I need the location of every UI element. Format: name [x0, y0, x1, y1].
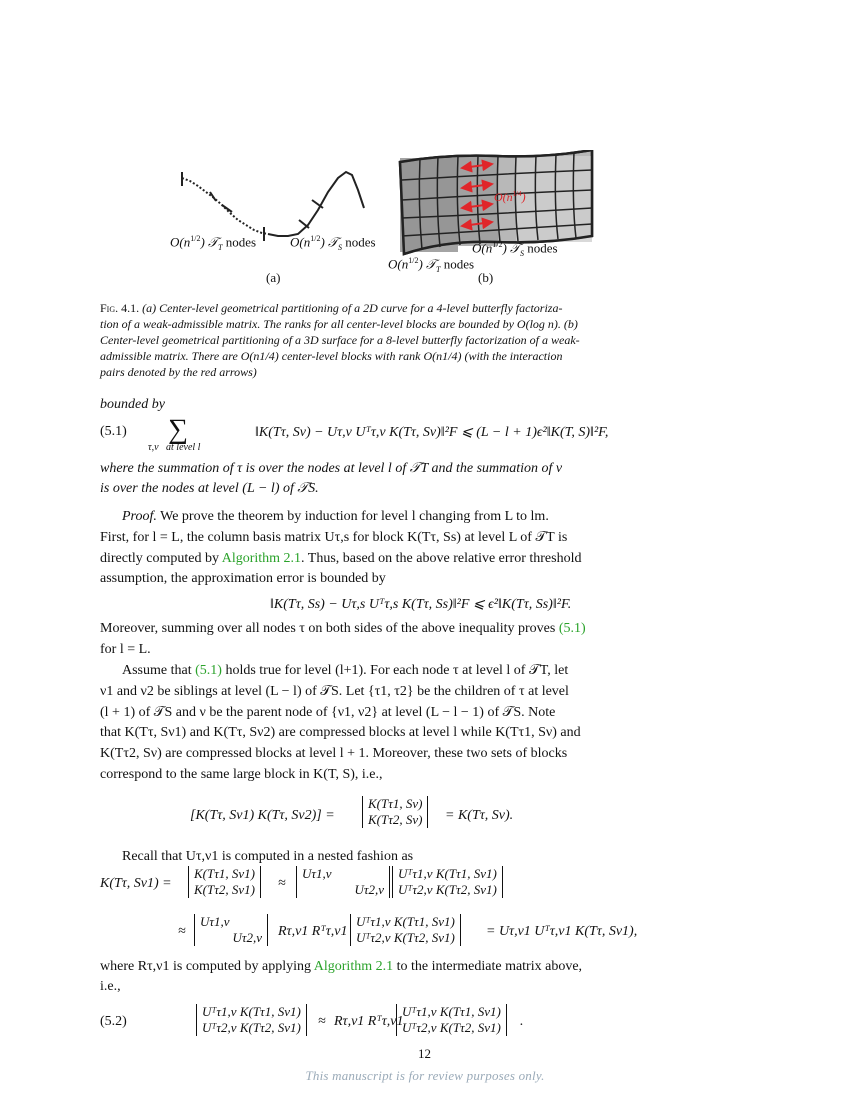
proof-line-4: assumption, the approximation error is bounded by — [100, 571, 386, 586]
eq-5-2-r: Rτ,ν1 Rᵀτ,ν1 — [334, 1014, 404, 1029]
eq-5-2-rhs: Uᵀτ1,ν K(Tτ1, Sν1) Uᵀτ2,ν K(Tτ2, Sν1) — [396, 1004, 507, 1036]
eq-5-2-lhs: Uᵀτ1,ν K(Tτ1, Sν1) Uᵀτ2,ν K(Tτ2, Sν1) — [196, 1004, 307, 1036]
where-line-2: is over the nodes at level (L − l) of 𝒯S. — [100, 481, 319, 496]
panel-a-left-label: $O(n^{1/2})$ 𝒯$_T$ nodes — [170, 234, 257, 252]
assume-line-3: (l + 1) of 𝒯S and ν be the parent node of {ν1, ν2} at level (L − l − 1) of 𝒯S. Note — [100, 705, 556, 720]
eq-5-1-body: ‖K(Tτ, Sν) − Uτ,ν Uᵀτ,ν K(Tτ, Sν)‖²F ⩽ (L − l + 1)ϵ²‖K(T, S)‖²F, — [255, 425, 609, 440]
eq-b-basis: Uτ1,ν Uτ2,ν — [194, 914, 268, 946]
assume-line-5: K(Tτ2, Sν) are compressed blocks at level l + 1. Moreover, these two sets of blocks — [100, 746, 568, 761]
panel-b-label: (b) — [478, 270, 494, 285]
eq-b-end: = Uτ,ν1 Uᵀτ,ν1 K(Tτ, Sν1), — [486, 924, 638, 939]
algorithm-2-1-link-2[interactable]: Algorithm 2.1 — [313, 959, 394, 974]
eq-a-rhs: Uᵀτ1,ν K(Tτ1, Sν1) Uᵀτ2,ν K(Tτ2, Sν1) — [392, 866, 503, 898]
panel-b-left-label: $O(n^{1/2})$ 𝒯$_T$ nodes — [388, 256, 475, 274]
figure-caption: Fig. 4.1. (a) Center-level geometrical partitioning of a 2D curve for a 4-level butterfly factoriza- tion of a weak-admissible matrix. The ranks for all center-level blocks are bounded by O(log n). (b) Center-level geometrical partitioning of a 3D surface for a 8-level butterfly factorization of a weak- admissible matrix. There are O(n1/4) center-level blocks with rank O(n1/4) (with the interaction pairs denoted by the red arrows) — [100, 301, 580, 379]
moreover-line-2: for l = L. — [100, 642, 151, 657]
eq-5-2-approx: ≈ — [318, 1014, 326, 1029]
panel-a-right-label: $O(n^{1/2})$ 𝒯$_S$ nodes — [290, 234, 376, 252]
eq-b-r: Rτ,ν1 Rᵀτ,ν1 — [278, 924, 348, 939]
algorithm-2-1-link[interactable]: Algorithm 2.1 — [221, 551, 302, 566]
review-note: This manuscript is for review purposes only. — [305, 1068, 545, 1083]
eq-a-matrix: K(Tτ1, Sν1) K(Tτ2, Sν1) — [188, 866, 261, 898]
eq-5-2-number: (5.2) — [100, 1014, 127, 1029]
eq-a-lhs: K(Tτ, Sν1) = — [100, 876, 172, 891]
recall-line: Recall that Uτ,ν1 is computed in a nested fashion as — [122, 849, 414, 864]
proof-label: Proof. — [122, 509, 157, 524]
assume-line-6: correspond to the same large block in K(T, S), i.e., — [100, 767, 383, 782]
eq-block-matrix: K(Tτ1, Sν) K(Tτ2, Sν) — [362, 796, 428, 828]
where-r-line-1: where Rτ,ν1 is computed by applying Algorithm 2.1 to the intermediate matrix above, — [100, 959, 583, 974]
eq-5-1-number: (5.1) — [100, 424, 127, 439]
where-line-1: where the summation of τ is over the nodes at level l of 𝒯T and the summation of ν — [100, 461, 563, 476]
proof-line-2: First, for l = L, the column basis matrix Uτ,s for block K(Tτ, Ss) at level L of 𝒯T is — [100, 530, 568, 545]
panel-a-label: (a) — [266, 270, 281, 285]
assume-line-1: Assume that (5.1) holds true for level (l+1). For each node τ at level l of 𝒯T, let — [122, 663, 569, 678]
eq-block-right: = K(Tτ, Sν). — [445, 808, 514, 823]
where-r-line-2: i.e., — [100, 979, 121, 994]
panel-b-right-label: $O(n^{1/2})$ 𝒯$_S$ nodes — [472, 240, 558, 258]
moreover-line-1: Moreover, summing over all nodes τ on both sides of the above inequality proves (5.1) — [100, 621, 586, 636]
assume-line-4: that K(Tτ, Sν1) and K(Tτ, Sν2) are compressed blocks at level l while K(Tτ1, Sν) and — [100, 725, 581, 740]
proof-line-1: Proof. We prove the theorem by induction for level l changing from L to lm. — [122, 509, 549, 524]
eq-5-2-end: . — [520, 1014, 524, 1029]
bounded-by: bounded by — [100, 397, 165, 412]
eq-a-approx: ≈ — [278, 876, 286, 891]
eq-5-1-link-2[interactable]: (5.1) — [195, 663, 222, 678]
eq-block-left: [K(Tτ, Sν1) K(Tτ, Sν2)] = — [190, 808, 335, 823]
eq-5-1-link[interactable]: (5.1) — [558, 621, 586, 636]
eq-5-1-sum: ∑ — [168, 414, 188, 445]
panel-b-center-label: $O(n^{1/4})$ — [494, 190, 526, 204]
assume-line-2: ν1 and ν2 be siblings at level (L − l) of 𝒯S. Let {τ1, τ2} be the children of τ at level — [100, 684, 569, 699]
eq-b-approx: ≈ — [178, 924, 186, 939]
eq-5-1-subscript: τ,ν at level l — [148, 442, 201, 453]
figure-4-1 — [160, 150, 620, 290]
eq-mid: ‖K(Tτ, Ss) − Uτ,s Uᵀτ,s K(Tτ, Ss)‖²F ⩽ ϵ²‖K(Tτ, Ss)‖²F. — [270, 597, 572, 612]
eq-a-basis: Uτ1,ν Uτ2,ν — [296, 866, 390, 898]
eq-b-rhs: Uᵀτ1,ν K(Tτ1, Sν1) Uᵀτ2,ν K(Tτ2, Sν1) — [350, 914, 461, 946]
page-number: 12 — [418, 1046, 431, 1061]
proof-line-3: directly computed by Algorithm 2.1. Thus, based on the above relative error threshold — [100, 551, 582, 566]
